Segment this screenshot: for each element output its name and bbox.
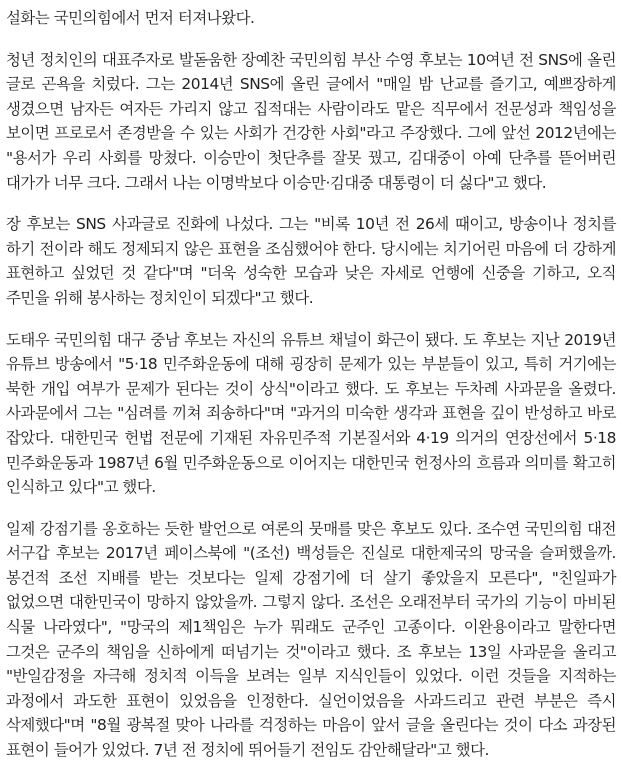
article-paragraph-4: 도태우 국민의힘 대구 중남 후보는 자신의 유튜브 채널이 화근이 됐다. 도 후보는 지난 2019년 유튜브 방송에서 "5·18 민주화운동에 대해 굉장히 문제가 있는 부분들이 있고, 특히 거기에는 북한 개입 여부가 문제가 된다는 것이 상식"이라고 했다. 도 후보는 두차례 사과문을 올렸다. 사과문에서 그는 "심려를 끼쳐 죄송하다"며 "과거의 미숙한 생각과 표현을 깊이 반성하고 바로 잡았다. 대한민국 헌법 전문에 기재된 자유민주적 기본질서와 4·19 의거의 연장선에서 5·18 민주화운동과 1987년 6월 민주화운동으로 이어지는 대한민국 헌정사의 흐름과 의미를 확고히 인식하고 있다"고 했다. bbox=[6, 330, 616, 497]
article-paragraph-2: 청년 정치인의 대표주자로 발돋움한 장예찬 국민의힘 부산 수영 후보는 10여년 전 SNS에 올린 글로 곤욕을 치렀다. 그는 2014년 SNS에 올린 글에서 "매일 밤 난교를 즐기고, 예쁘장하게 생겼으면 남자든 여자든 가리지 않고 집적대는 사람이라도 맡은 직무에서 전문성과 책임성을 보이면 프로로서 존경받을 수 있는 사회가 건강한 사회"라고 주장했다. 그에 앞선 2012년에는 "용서가 우리 사회를 망쳤다. 이승만이 첫단추를 잘못 꿨고, 김대중이 아예 단추를 뜯어버린 대가가 너무 크다. 그래서 나는 이명박보다 이승만·김대중 대통령이 더 싫다"고 했다. bbox=[6, 50, 616, 192]
article-paragraph-1: 설화는 국민의힘에서 먼저 터져나왔다. bbox=[6, 9, 255, 27]
article-paragraph-3: 장 후보는 SNS 사과글로 진화에 나섰다. 그는 "비록 10년 전 26세 때이고, 방송이나 정치를 하기 전이라 해도 정제되지 않은 표현을 조심했어야 한다. 당시에는 치기어린 마음에 더 강하게 표현하고 싶었던 것 같다"며 "더욱 성숙한 모습과 낮은 자세로 언행에 신중을 기하고, 오직 주민을 위해 봉사하는 정치인이 되겠다"고 했다. bbox=[6, 215, 616, 307]
article-paragraph-5: 일제 강점기를 옹호하는 듯한 발언으로 여론의 뭇매를 맞은 후보도 있다. 조수연 국민의힘 대전 서구갑 후보는 2017년 페이스북에 "(조선) 백성들은 진실로 대한제국의 망국을 슬퍼했을까. 봉건적 조선 지배를 받는 것보다는 일제 강점기에 더 살기 좋았을지 모른다", "친일파가 없었으면 대한민국이 망하지 않았을까. 그렇지 않다. 조선은 오래전부터 국가의 기능이 마비된 식물 나라였다", "망국의 제1책임은 누가 뭐래도 군주인 고종이다. 이완용이라고 말한다면 그것은 군주의 책임을 신하에게 떠넘기는 것"이라고 했다. 조 후보는 13일 사과문을 올리고 "반일감정을 자극해 정치적 이득을 보려는 일부 지식인들이 있었다. 이런 것들을 지적하는 과정에서 과도한 표현이 있었음을 인정한다. 실언이었음을 사과드리고 관련 부분은 즉시 삭제했다"며 "8월 광복절 맞아 나라를 걱정하는 마음이 앞서 글을 올린다는 것이 다소 과장된 표현이 들어가 있었다. 7년 전 정치에 뛰어들기 전임도 감안해달라"고 했다. bbox=[6, 519, 616, 760]
